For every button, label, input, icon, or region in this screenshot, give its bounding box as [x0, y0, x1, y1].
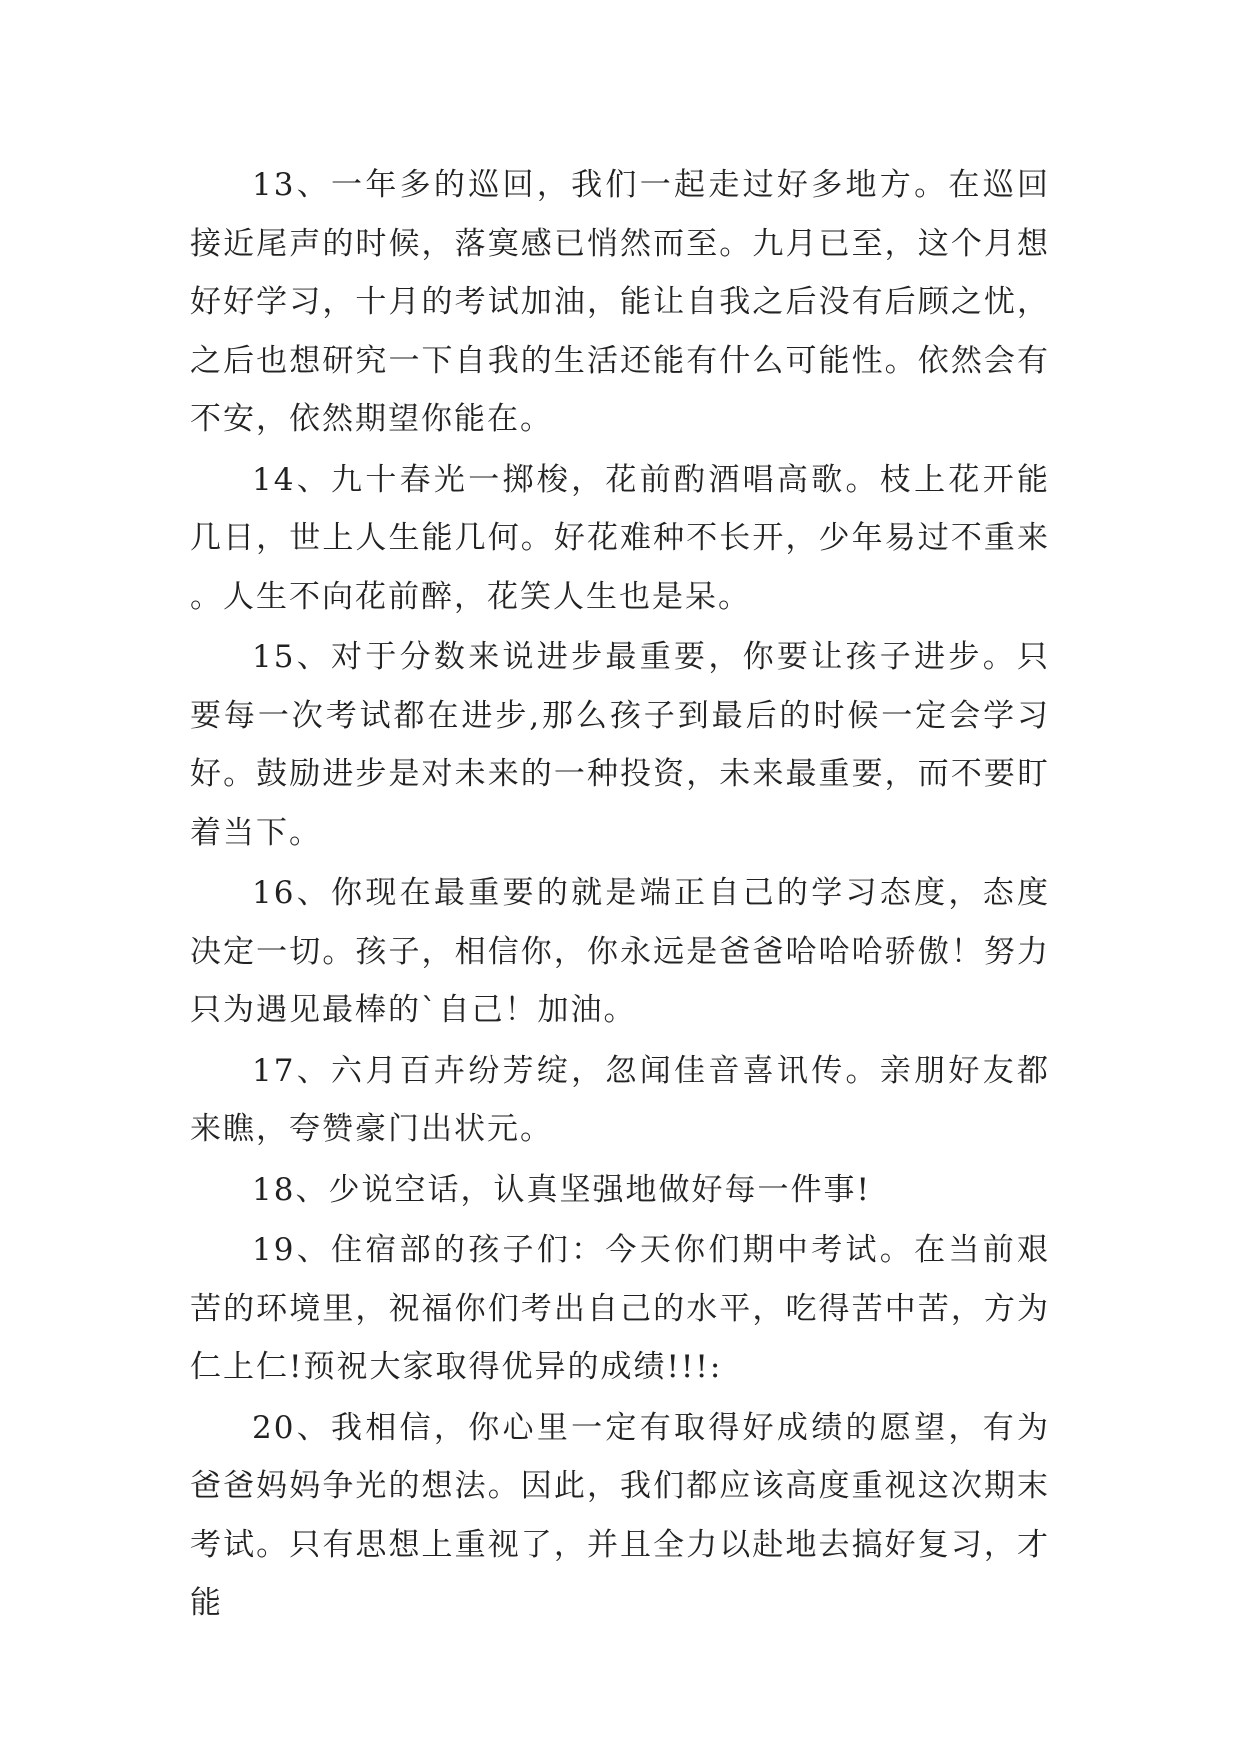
paragraph-20: 20、我相信，你心里一定有取得好成绩的愿望，有为爸爸妈妈争光的想法。因此，我们都应该高度重视这次期末考试。只有思想上重视了，并且全力以赴地去搞好复习，才能 [190, 1409, 1050, 1621]
document-body [190, 156, 1050, 1633]
paragraph-18: 18、少说空话，认真坚强地做好每一件事! [252, 1171, 871, 1208]
paragraph-19: 19、住宿部的孩子们：今天你们期中考试。在当前艰苦的环境里，祝福你们考出自己的水平，吃得苦中苦，方为仁上仁!预祝大家取得优异的成绩!!!: [190, 1232, 1050, 1385]
paragraph-16: 16、你现在最重要的就是端正自己的学习态度，态度决定一切。孩子，相信你，你永远是爸爸哈哈哈骄傲！努力只为遇见最棒的`自己！加油。 [190, 875, 1050, 1028]
paragraph-17: 17、六月百卉纷芳绽，忽闻佳音喜讯传。亲朋好友都来瞧，夸赞豪门出状元。 [190, 1052, 1050, 1147]
paragraph-13: 13、一年多的巡回，我们一起走过好多地方。在巡回接近尾声的时候，落寞感已悄然而至。九月已至，这个月想好好学习，十月的考试加油，能让自我之后没有后顾之忧，之后也想研究一下自我的生活还能有什么可能性。依然会有不安，依然期望你能在。 [190, 167, 1050, 437]
paragraph-15: 15、对于分数来说进步最重要，你要让孩子进步。只要每一次考试都在进步,那么孩子到最后的时候一定会学习好。鼓励进步是对未来的一种投资，未来最重要，而不要盯着当下。 [190, 639, 1050, 851]
paragraph-14: 14、九十春光一掷梭，花前酌酒唱高歌。枝上花开能几日，世上人生能几何。好花难种不长开，少年易过不重来。人生不向花前醉，花笑人生也是呆。 [190, 461, 1050, 615]
